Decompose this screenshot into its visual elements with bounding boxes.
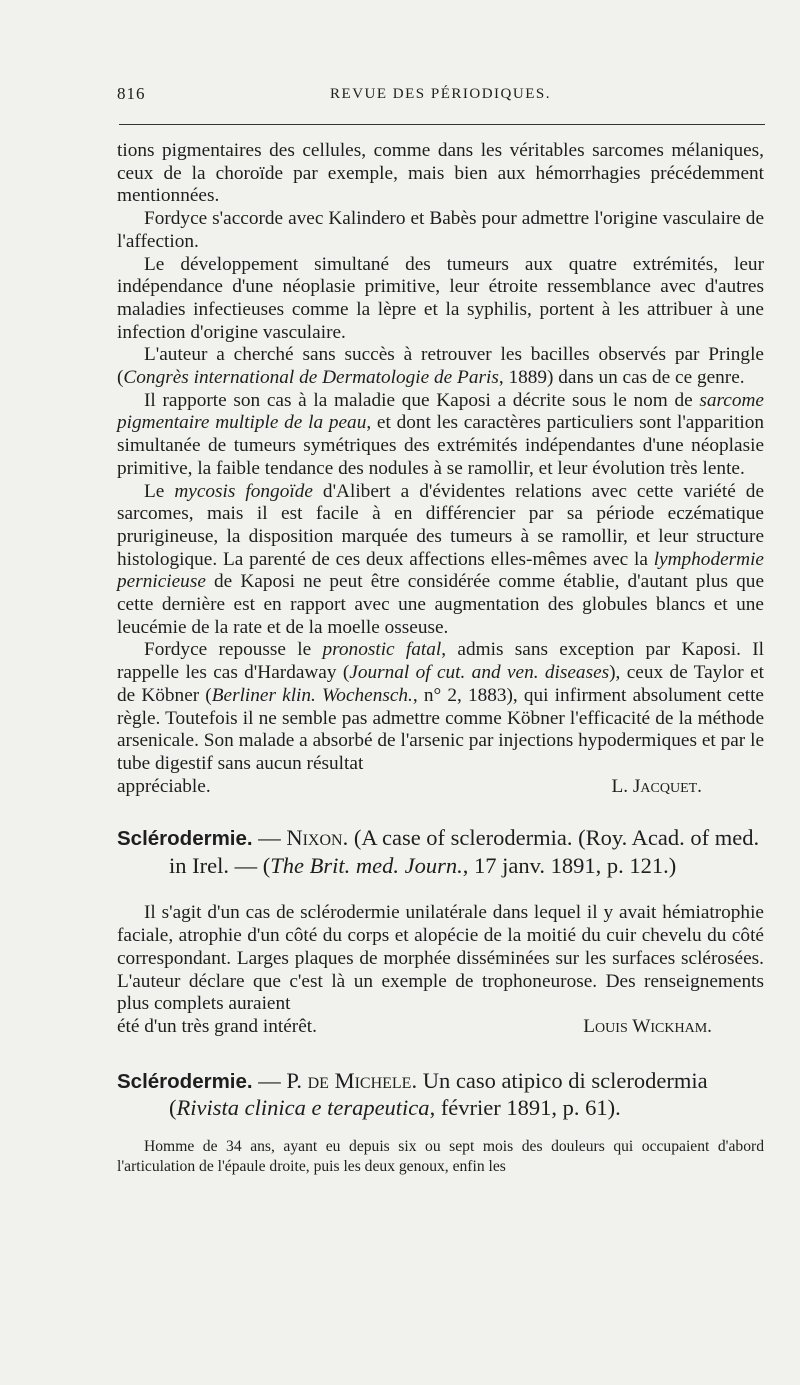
- page-number: 816: [117, 84, 146, 103]
- term-italic: sarcome pigmentaire multiple de la peau: [117, 389, 764, 434]
- citation-italic: Congrès international de Dermatologie de Paris: [123, 367, 499, 389]
- text-run: in Irel. — (: [169, 852, 271, 878]
- text-run: été d'un très grand intérêt.: [117, 1015, 317, 1037]
- signature-line: [117, 776, 764, 799]
- heading-author: Nixon.: [286, 825, 349, 851]
- page-header: [117, 84, 764, 114]
- text-run: (: [169, 1095, 177, 1121]
- text-run: ), ceux de Taylor et de Köbner (: [117, 662, 764, 706]
- term-italic: mycosis fongoïde: [174, 480, 313, 502]
- citation-italic: Berliner klin. Wochensch.: [211, 684, 413, 706]
- running-title: REVUE DES PÉRIODIQUES.: [330, 86, 551, 102]
- citation-italic: Journal of cut. and ven. diseases: [349, 662, 610, 684]
- heading-title: Sclérodermie.: [117, 1069, 253, 1093]
- page-body: [117, 140, 764, 1178]
- text-run: —: [252, 825, 287, 851]
- paragraph-michele: Homme de 34 ans, ayant eu depuis six ou sept mois des douleurs qui occupaient d'abord l'articulation de l'épaule droite, puis les deux genoux, enfin les: [117, 1137, 764, 1176]
- text-run: , admis sans exception par Kaposi. Il rappelle les cas d'Hardaway (: [117, 639, 764, 684]
- paragraph-continued: tions pigmentaires des cellules, comme dans les véritables sarcomes mélaniques, ceux de la choroïde par exemple, mais bien aux hémorrhagies précédemment mentionnées.: [117, 140, 764, 207]
- heading-line-2: [117, 1095, 764, 1122]
- paragraph-bacilli: [117, 344, 764, 389]
- paragraph-kaposi: [117, 390, 764, 481]
- paragraph-prognosis: [117, 639, 764, 775]
- text-run: Le: [144, 480, 175, 502]
- author-signature: L. Jacquet.: [611, 775, 702, 797]
- text-run: Il rapporte son cas à la maladie que Kaposi a décrite sous le nom de: [144, 389, 700, 411]
- text-run: , et dont les caractères particuliers sont l'apparition simultanée de tumeurs symétriques des extrémités indépendantes d'une néoplasie primitive, la faible tendance des nodules à se ramollir, et leur évolution très lente.: [117, 412, 764, 479]
- text-run: , n° 2, 1883), qui infirment absolument cette règle. Toutefois il ne semble pas admettre comme Köbner l'efficacité de la méthode arsenicale. Son malade a absorbé de l'arsenic par injections hypodermiques et par le tube digestif sans aucun résultat: [117, 684, 764, 774]
- text-run: de Kaposi ne peut être considérée comme établie, d'autant plus que cette dernière est en rapport avec une augmentation des globules blancs et une leucémie de la rate et de la moelle osseuse.: [117, 571, 764, 638]
- term-italic: lymphodermie pernicieuse: [117, 548, 764, 593]
- section-heading-michele: [117, 1068, 764, 1122]
- text-run: , 17 janv. 1891, p. 121.): [462, 852, 677, 878]
- text-run: (A case of sclerodermia. (Roy. Acad. of med.: [348, 825, 760, 851]
- paragraph-fordyce-origin: Fordyce s'accorde avec Kalindero et Babès pour admettre l'origine vasculaire de l'affection.: [117, 208, 764, 252]
- journal-italic: Rivista clinica e terapeutica: [176, 1095, 430, 1121]
- signature-line: [117, 1016, 764, 1039]
- text-run: — P.: [252, 1067, 308, 1093]
- paragraph-nixon: Il s'agit d'un cas de sclérodermie unilatérale dans lequel il y avait hémiatrophie faciale, atrophie d'un côté du corps et alopécie de la moitié du cuir chevelu du côté correspondant. Larges plaques de morphée disséminées sur les surfaces sclérosées. L'auteur déclare que c'est là un exemple de trophoneurose. Des renseignements plus complets auraient: [117, 902, 764, 1015]
- spacer: [117, 1122, 764, 1137]
- text-run: appréciable.: [117, 775, 211, 797]
- spacer: [117, 798, 764, 825]
- heading-line-2: [117, 853, 764, 880]
- text-run: L'auteur a cherché sans succès à retrouver les bacilles observés par Pringle (: [117, 344, 764, 389]
- text-run: Un caso atipico di sclerodermia: [417, 1067, 708, 1093]
- section-heading-nixon: [117, 825, 764, 879]
- text-run: d'Alibert a d'évidentes relations avec cette variété de sarcomes, mais il est facile à en différencier par sa période eczématique prurigineuse, la disposition marquée des tumeurs à se ramollir, et leur structure histologique. La parenté de ces deux affections elles-mêmes avec la: [117, 480, 765, 570]
- term-italic: pronostic fatal: [322, 639, 442, 661]
- paragraph-mycosis: [117, 481, 764, 640]
- heading-author: de Michele.: [307, 1067, 418, 1093]
- paragraph-development: Le développement simultané des tumeurs aux quatre extrémités, leur indépendance d'une néoplasie primitive, leur étroite ressemblance avec d'autres maladies infectieuses comme la lèpre et la syphilis, portent à les attribuer à une infection d'origine vasculaire.: [117, 253, 764, 343]
- text-run: , février 1891, p. 61).: [429, 1095, 621, 1121]
- text-run: , 1889) dans un cas de ce genre.: [498, 367, 745, 389]
- header-rule: [119, 124, 765, 125]
- spacer: [117, 1039, 764, 1068]
- spacer: [117, 879, 764, 902]
- journal-italic: The Brit. med. Journ.: [270, 852, 463, 878]
- heading-title: Sclérodermie.: [117, 827, 253, 851]
- author-signature: Louis Wickham.: [583, 1015, 712, 1037]
- text-run: Fordyce repousse le: [144, 639, 323, 661]
